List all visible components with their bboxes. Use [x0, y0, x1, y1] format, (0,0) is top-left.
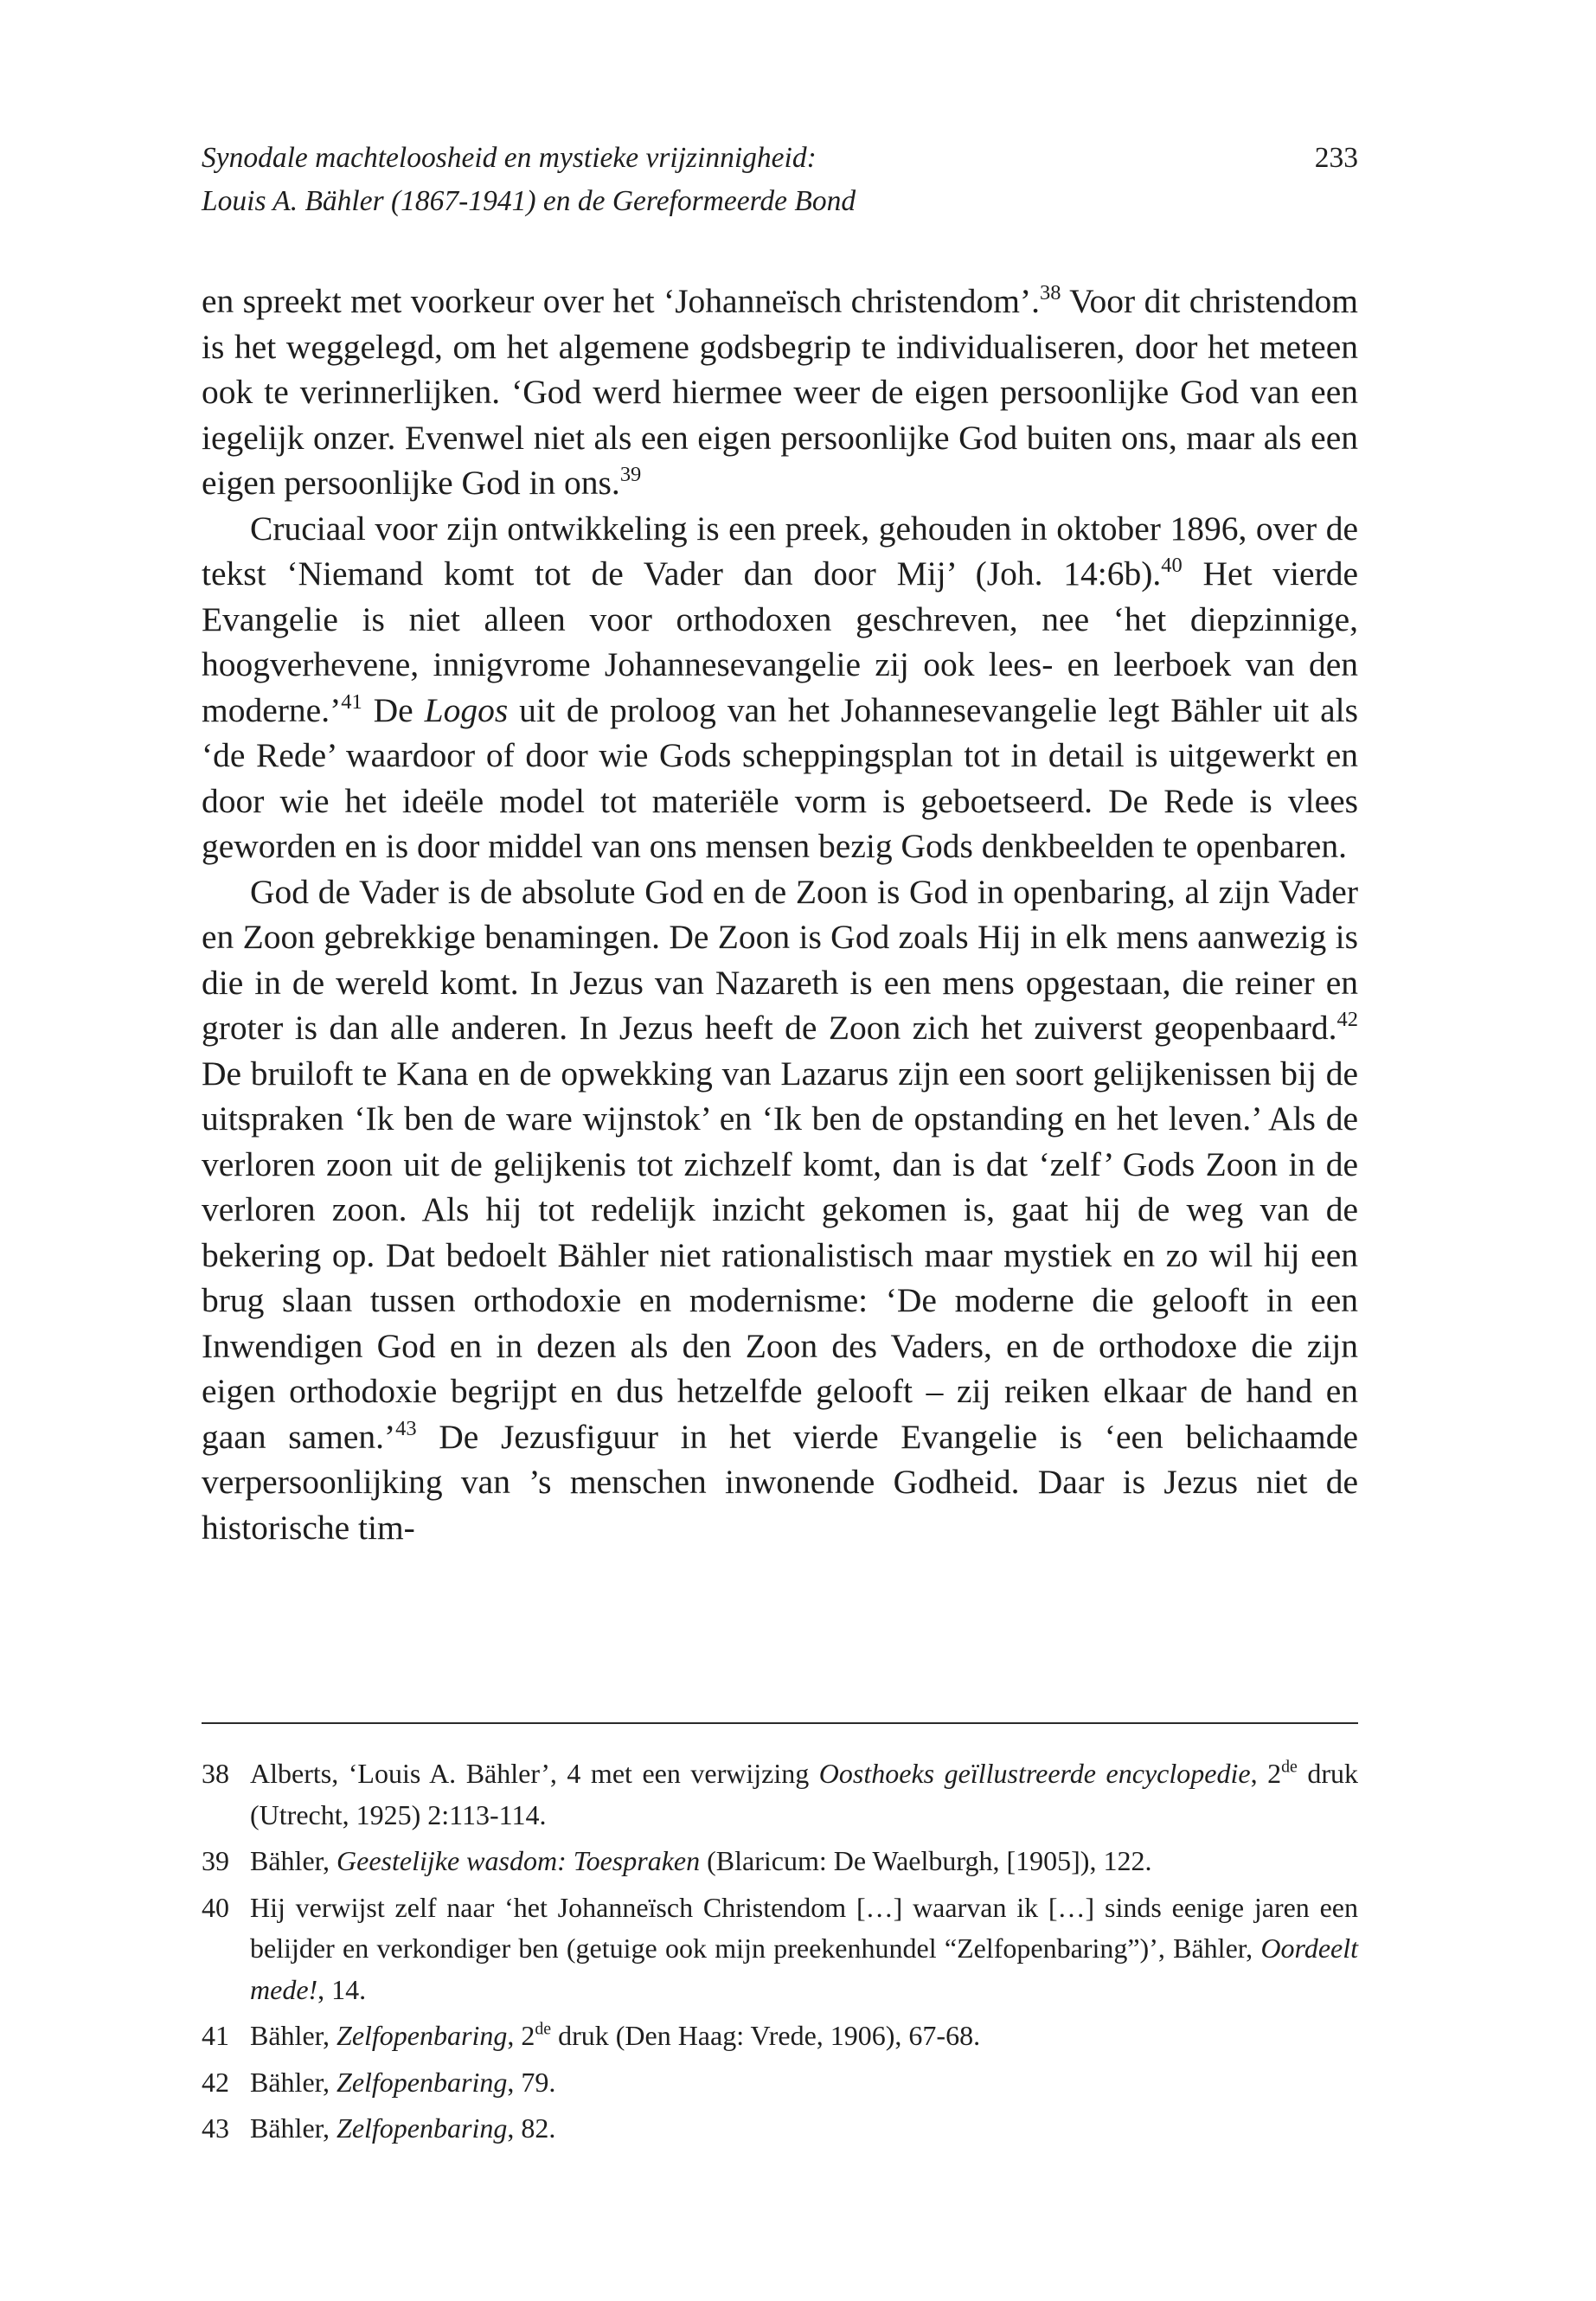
footnote-text-part: Bähler,	[250, 2066, 337, 2098]
footnote-39	[202, 1841, 1358, 1882]
paragraph-text: Voor dit christendom is het weggelegd, om het algemene godsbegrip te individualiseren, door het meteen ook te verinnerlijken. ‘God werd hiermee weer de eigen persoonlijke God van een iegelijk onzer. Evenwel niet als een eigen persoonlijke God buiten ons, maar als een eigen persoonlijke God in ons.	[202, 282, 1358, 502]
footnote-text-part: druk (Utrecht, 1925) 2:113-114.	[250, 1758, 1359, 1830]
footnote-title: Zelfopenbaring	[337, 2112, 508, 2144]
footnote-text	[250, 2108, 1358, 2150]
footnote-text	[250, 1888, 1358, 2011]
paragraph-1	[202, 279, 1358, 506]
footnote-42	[202, 2062, 1358, 2104]
footnote-number: 41	[202, 2020, 229, 2051]
footnote-ref-38[interactable]: 38	[1039, 280, 1061, 304]
paragraph-text: De Jezusfiguur in het vierde Evangelie is ‘een belichaamde verpersoonlijking van ’s menschen inwonende Godheid. Daar is Jezus niet de historische tim-	[202, 1417, 1358, 1547]
footnote-text-part: Bähler,	[250, 2112, 337, 2144]
footnote-text-part: Hij verwijst zelf naar ‘het Johanneïsch Christendom […] waarvan ik […] sinds eenige jaren een belijder en verkondiger ben (getuige ook mijn preekenhundel “Zelfopenbaring”)’, Bähler,	[250, 1891, 1358, 1964]
edition-superscript: de	[535, 2019, 552, 2039]
paragraph-text: De bruiloft te Kana en de opwekking van Lazarus zijn een soort gelijkenissen bij de uitspraken ‘Ik ben de ware wijnstok’ en ‘Ik ben de opstanding en het leven.’ Als de verloren zoon uit de gelijkenis tot zichzelf komt, dan is dat ‘zelf’ Gods Zoon in de verloren zoon. Als hij tot redelijk inzicht gekomen is, gaat hij de weg van de bekering op. Dat bedoelt Bähler niet rationalistisch maar mystiek en zo wil hij een brug slaan tussen orthodoxie en modernisme: ‘De moderne die gelooft in een Inwendigen God en in dezen als den Zoon des Vaders, en de orthodoxe die zijn eigen orthodoxie begrijpt en dus hetzelfde gelooft – zij reiken elkaar de hand en gaan samen.’	[202, 1054, 1358, 1456]
paragraph-text: Het vierde Evangelie is niet alleen voor orthodoxen geschreven, nee ‘het diepzinnige, hoogverhevene, innigvrome Johannesevangelie zij ook lees- en leerboek van den moderne.’	[202, 554, 1358, 729]
footnote-text-part: , 2	[1250, 1758, 1282, 1789]
footnote-title: Zelfopenbaring	[337, 2066, 508, 2098]
body-text	[202, 279, 1358, 1550]
footnote-text	[250, 1841, 1358, 1882]
running-head	[202, 137, 1358, 223]
footnote-40	[202, 1888, 1358, 2011]
footnote-number: 40	[202, 1891, 229, 1923]
footnote-number: 39	[202, 1845, 229, 1876]
edition-superscript: de	[1281, 1757, 1298, 1777]
footnote-title: Zelfopenbaring	[337, 2020, 508, 2051]
footnote-43	[202, 2108, 1358, 2150]
paragraph-text: uit de proloog van het Johannesevangelie legt Bähler uit als ‘de Rede’ waardoor of door wie Gods scheppingsplan tot in detail is uitgewerkt en door wie het ideële model tot materiële vorm is geboetseerd. De Rede is vlees geworden en is door middel van ons mensen bezig Gods denkbeelden te openbaren.	[202, 690, 1358, 865]
footnote-ref-41[interactable]: 41	[341, 689, 362, 714]
footnote-text	[250, 1753, 1358, 1836]
footnote-text-part: , 82.	[507, 2112, 556, 2144]
footnote-41	[202, 2016, 1358, 2057]
footnote-number: 38	[202, 1758, 229, 1789]
logos-term: Logos	[424, 690, 509, 729]
footnote-title: Oosthoeks geïllustreerde encyclopedie	[818, 1758, 1251, 1789]
running-head-title-line-1: Synodale machteloosheid en mystieke vrijzinnigheid:	[202, 142, 817, 174]
paragraph-text: God de Vader is de absolute God en de Zoon is God in openbaring, al zijn Vader en Zoon gebrekkige benamingen. De Zoon is God zoals Hij in elk mens aanwezig is die in de wereld komt. In Jezus van Nazareth is een mens opgestaan, die reiner en groter is dan alle anderen. In Jezus heeft de Zoon zich het zuiverst geopenbaard.	[202, 872, 1358, 1047]
paragraph-3	[202, 869, 1358, 1551]
running-head-title-line-2: Louis A. Bähler (1867-1941) en de Gereformeerde Bond	[202, 185, 856, 217]
footnote-text-part: (Blaricum: De Waelburgh, [1905]), 122.	[700, 1845, 1152, 1876]
footnote-text-part: Bähler,	[250, 1845, 337, 1876]
paragraph-2	[202, 506, 1358, 869]
footnote-text-part: Bähler,	[250, 2020, 337, 2051]
footnote-text	[250, 2062, 1358, 2104]
footnote-text-part: druk (Den Haag: Vrede, 1906), 67-68.	[551, 2020, 981, 2051]
paragraph-text: De	[362, 690, 425, 729]
footnote-divider	[202, 1722, 1358, 1724]
footnote-ref-40[interactable]: 40	[1161, 553, 1183, 577]
footnote-text-part: , 2	[507, 2020, 535, 2051]
page-number: 233	[1314, 142, 1358, 174]
footnote-title: Oordeelt mede!	[250, 1932, 1358, 2005]
footnote-title: Geestelijke wasdom: Toespraken	[337, 1845, 701, 1876]
paragraph-text: Cruciaal voor zijn ontwikkeling is een preek, gehouden in oktober 1896, over de tekst ‘Niemand komt tot de Vader dan door Mij’ (Joh. 14:6b).	[202, 509, 1358, 593]
footnote-text-part: Alberts, ‘Louis A. Bähler’, 4 met een verwijzing	[250, 1758, 819, 1789]
footnote-ref-39[interactable]: 39	[619, 462, 642, 486]
footnotes	[202, 1753, 1358, 2155]
footnote-38	[202, 1753, 1358, 1836]
footnote-text-part: , 14.	[317, 1973, 367, 2005]
footnote-number: 43	[202, 2112, 229, 2144]
footnote-number: 42	[202, 2066, 229, 2098]
footnote-text-part: , 79.	[507, 2066, 556, 2098]
footnote-ref-43[interactable]: 43	[395, 1416, 417, 1440]
footnote-text	[250, 2016, 1358, 2057]
footnote-ref-42[interactable]: 42	[1336, 1007, 1358, 1031]
paragraph-text: en spreekt met voorkeur over het ‘Johanneïsch christendom’.	[202, 282, 1040, 320]
